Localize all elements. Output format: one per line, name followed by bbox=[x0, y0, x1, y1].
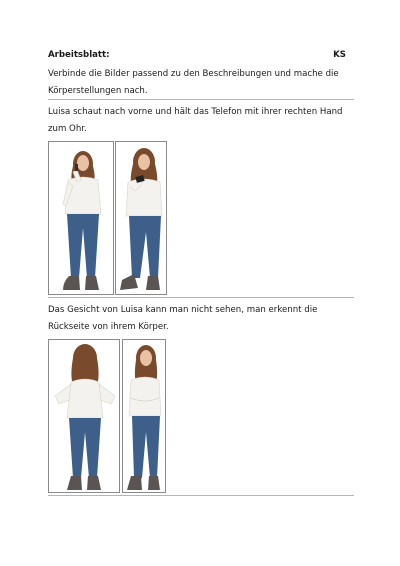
worksheet-header bbox=[48, 50, 346, 60]
photo-girl-back-view[interactable] bbox=[48, 339, 120, 493]
photo-girl-looking-at-phone[interactable] bbox=[115, 141, 167, 295]
photo-girl-front-view[interactable] bbox=[122, 339, 166, 493]
worksheet-title: Arbeitsblatt: bbox=[48, 50, 110, 60]
divider bbox=[48, 99, 354, 100]
instruction-text: Verbinde die Bilder passend zu den Beschreibungen und mache die Körperstellungen nach. bbox=[48, 69, 339, 96]
photo-girl-phone-at-ear[interactable] bbox=[48, 141, 114, 295]
author-initials: KS bbox=[333, 50, 346, 60]
divider bbox=[48, 495, 354, 496]
description-2: Das Gesicht von Luisa kann man nicht sehen, man erkennt die Rückseite von ihrem Körper. bbox=[48, 305, 318, 332]
description-1: Luisa schaut nach vorne und hält das Telefon mit ihrer rechten Hand zum Ohr. bbox=[48, 107, 343, 134]
divider bbox=[48, 297, 354, 298]
